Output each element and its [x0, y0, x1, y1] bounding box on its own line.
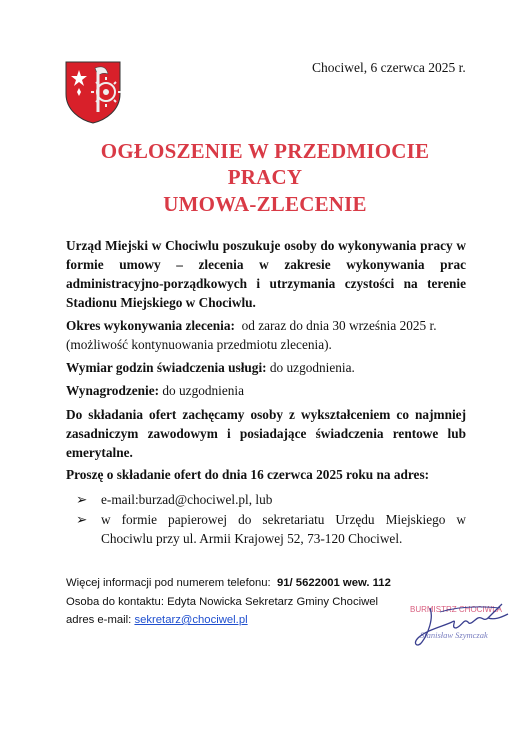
document-date: Chociwel, 6 czerwca 2025 r. [312, 60, 466, 75]
applicants-paragraph: Do składania ofert zachęcamy osoby z wykształceniem co najmniej zasadniczym zawodowym i posiadające świadczenia rentowe lub emerytalne. [66, 407, 466, 460]
period-value: od zaraz do dnia 30 września 2025 r. [234, 318, 437, 333]
period-paragraph [66, 316, 466, 354]
list-item [76, 510, 466, 548]
contact-email-line [66, 614, 248, 626]
hours-label: Wymiar godzin świadczenia usługi: [66, 360, 267, 375]
contact-person: Osoba do kontaktu: Edyta Nowicka Sekretarz Gminy Chociwel [66, 596, 379, 608]
bullet-email-text: e-mail:burzad@chociwel.pl, lub [101, 492, 273, 507]
title-line-2: PRACY [227, 165, 303, 189]
title-line-3: UMOWA-ZLECENIE [163, 192, 367, 216]
phone-number: 91/ 5622001 wew. 112 [276, 577, 391, 589]
signature-icon [400, 598, 520, 648]
salary-value: do uzgodnienia [159, 383, 245, 398]
period-note: (możliwość kontynuowania przedmiotu zlecenia). [66, 337, 332, 352]
email-link[interactable]: sekretarz@chociwel.pl [134, 614, 248, 626]
arrow-bullet-icon: ➢ [76, 492, 88, 507]
email-label: adres e-mail: [66, 614, 135, 626]
arrow-bullet-icon: ➢ [76, 512, 88, 527]
salary-label: Wynagrodzenie: [66, 383, 160, 398]
list-item [76, 490, 466, 509]
stamp-name: Stanisław Szymczak [420, 630, 488, 640]
coat-of-arms-icon [62, 58, 124, 124]
salary-paragraph [66, 381, 466, 400]
period-label: Okres wykonywania zlecenia: [66, 318, 235, 333]
contact-phone-line [66, 577, 391, 589]
phone-label: Więcej informacji pod numerem telefonu: [66, 577, 277, 589]
stamp-title: BURMISTRZ CHOCIWLA [410, 605, 502, 614]
hours-paragraph [66, 358, 466, 377]
deadline-paragraph: Proszę o składanie ofert do dnia 16 czerwca 2025 roku na adres: [66, 467, 430, 482]
hours-value: do uzgodnienia. [266, 360, 355, 375]
bullet-paper-text: w formie papierowej do sekretariatu Urzędu Miejskiego w Chociwlu przy ul. Armii Krajowej 52, 73-120 Chociwel. [101, 512, 466, 546]
intro-paragraph: Urząd Miejski w Chociwlu poszukuje osoby do wykonywania pracy w formie umowy – zlecenia w zakresie wykonywania prac administracyjno-porządkowych i utrzymania czystości na terenie Stadionu Miejskiego w Chociwlu. [66, 238, 466, 310]
title-line-1: OGŁOSZENIE W PRZEDMIOCIE [100, 139, 430, 163]
